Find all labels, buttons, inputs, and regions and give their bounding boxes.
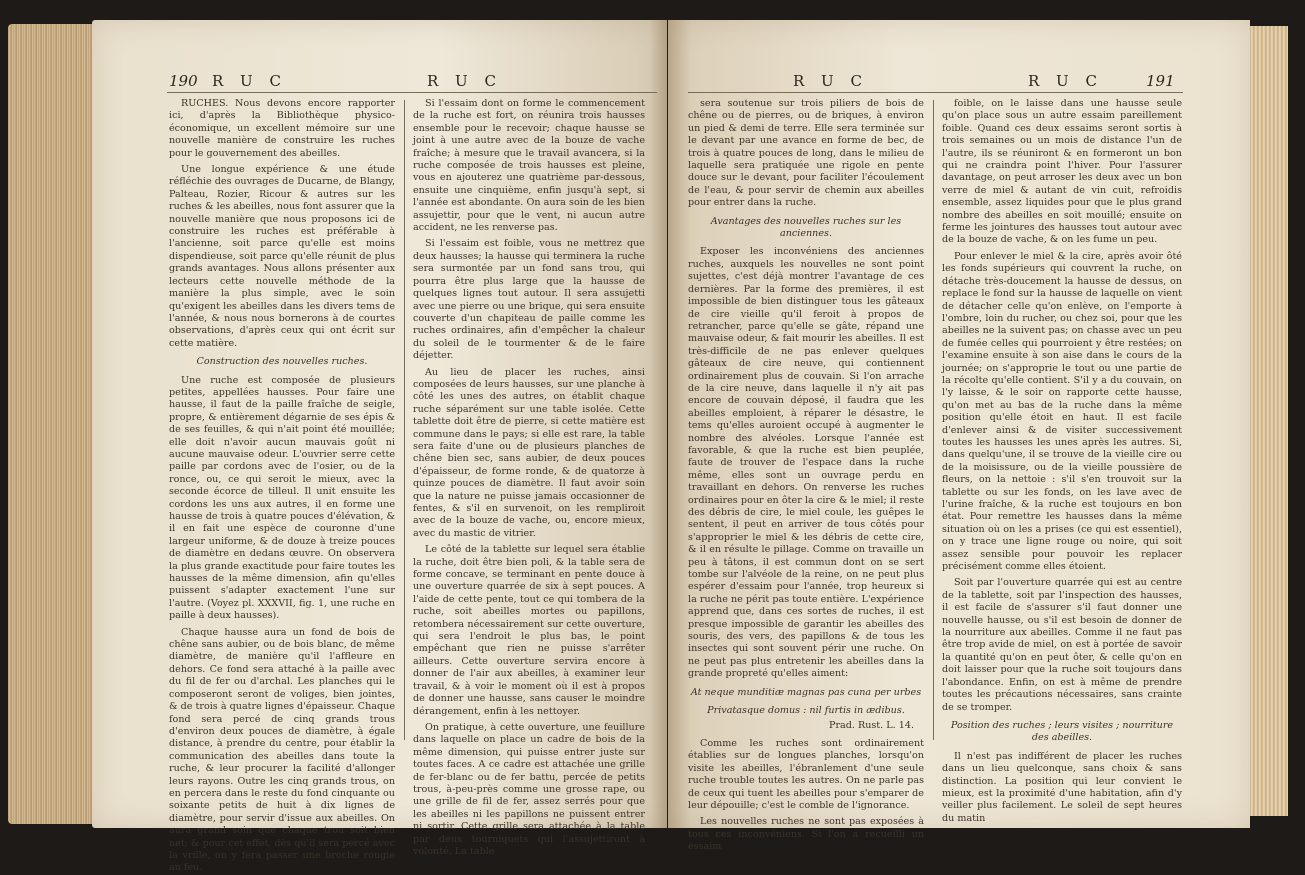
paragraph: Si l'essaim dont on forme le commencement de la ruche est fort, on réunira trois hausses ensemble pour le recevoir; chaque hausse se joint à une autre avec de la bouze de vache fraîche; à mesure que le travail avancera, si la ruche composée de trois hausses est pleine, vous en ajouterez une quatrième par-dessous, ensuite une cinquième, enfin jusqu'à sept, si l'année est abondante. On aura soin de les bien assujettir, pour que le vent, ni aucun autre accident, ne les renverse pas. <box>413 98 645 234</box>
latin-quote-line: Privatasque domus : nil furtis in ædibus. <box>707 705 905 717</box>
paragraph: Soit par l'ouverture quarrée qui est au centre de la tablette, soit par l'inspection des hausses, il est facile de s'assurer s'il faut donner une nouvelle hausse, ou s'il est besoin de donner de la nourriture aux abeilles. Comme il ne faut pas être trop avide de miel, on est à portée de savoir la quantité qu'on en peut ôter, & celle qu'on en doit laisser pour que la ruche soit toujours dans l'abondance. Enfin, on est à même de prendre toutes les précautions nécessaires, sans crainte de se tromper. <box>942 577 1182 713</box>
paragraph: Exposer les inconvéniens des anciennes ruches, auxquels les nouvelles ne sont point sujettes, c'est déjà montrer l'avantage de ces dernières. Par la forme des premières, il est impossible de bien distinguer tous les gâteaux de cire vieille qu'il feroit à propos de retrancher, parce qu'elle se gâte, répand une mauvaise odeur, & fait mourir les abeilles. Il est très-difficile de ne pas enlever quelques gâteaux de cire neuve, qui contiennent ordinairement plus de couvain. Si l'on arrache de la cire neuve, dans laquelle il n'y ait pas encore de couvain déposé, il faudra que les abeilles emploient, à réparer le désastre, le tems qu'elles auroient occupé à augmenter le nombre des alvéoles. Lorsque l'année est favorable, & que la ruche est bien peuplée, faute de trouver de l'espace dans la ruche même, elles sont un ouvrage perdu en travaillant en dehors. On renverse les ruches ordinaires pour en ôter la cire & le miel; il reste des débris de cire, le miel coule, les guêpes le sentent, il peut en arriver de tous côtés pour s'approprier le miel & les débris de cette cire, & il en résulte le pillage. Comme on travaille un peu à tâtons, il est commun dont on se sert tombe sur l'alvéole de la reine, on ne peut plus espérer d'essaim pour l'année, trop heureux si la ruche ne périt pas toute entière. L'expérience apprend que, dans ces sortes de ruches, il est presque impossible de garantir les abeilles des souris, des vers, des papillons & de tous les insectes qui sont souvent périr une ruche. On ne peut pas plus entretenir les abeilles dans la grande propreté qu'elles aiment: <box>688 246 924 680</box>
latin-quote-line: At neque munditiæ magnas pas cuna per urbes <box>690 686 922 698</box>
paragraph: RUCHES. Nous devons encore rapporter ici, d'après la Bibliothèque physico-économique, un excellent mémoire sur une nouvelle manière de construire les ruches pour le gouvernement des abeilles. <box>169 98 395 159</box>
running-head-center-left: R U C <box>427 72 502 90</box>
running-head-center-right: R U C <box>793 72 868 90</box>
paragraph: Une ruche est composée de plusieurs petites, appellées hausses. Pour faire une hausse, il faut de la paille fraîche de seigle, propre, & entièrement dégarnie de ses épis & de ses feuilles, & qui n'ait point été mouillée; elle doit n'avoir aucun mauvais goût ni aucune mauvaise odeur. L'ouvrier serre cette paille par cordons avec de l'osier, ou de la ronce, ou, ce qui seroit le mieux, avec la seconde écorce de tilleul. Il unit ensuite les cordons les uns aux autres, il en forme une hausse de trois à quatre pouces d'élévation, & il en fait une espèce de couronne d'une largeur uniforme, & de douze à treize pouces de diamètre en dedans œuvre. On observera la plus grande exactitude pour faire toutes les hausses de la même dimension, afin qu'elles puissent s'adapter exactement l'une sur l'autre. (Voyez pl. XXXVII, fig. 1, une ruche en paille à deux hausses). <box>169 374 395 622</box>
column-rule-left <box>404 100 405 740</box>
paragraph: Il n'est pas indifférent de placer les ruches dans un lieu quelconque, sans choix & sans distinction. La position qui leur convient le mieux, est la proximité d'une habitation, afin d'y veiller plus facilement. Le soleil de sept heures du matin <box>942 750 1182 824</box>
paragraph: Comme les ruches sont ordinairement établies sur de longues planches, lorsqu'on visite les abeilles, l'ébranlement d'une seule ruche trouble toutes les autres. On ne parle pas de ceux qui tuent les abeilles pour s'emparer de leur dépouille; c'est le comble de l'ignorance. <box>688 737 924 811</box>
book-edge-right <box>1248 26 1288 816</box>
right-page <box>668 20 1250 853</box>
quote-citation: Prad. Rust. L. 14. <box>828 719 914 731</box>
paragraph: Si l'essaim est foible, vous ne mettrez que deux hausses; la hausse qui terminera la ruche sera surmontée par un fond sans trou, qui pourra être plus large que la hausse de quelques lignes tout autour. Il sera assujetti avec une pierre ou une brique, qui sera ensuite couverte d'un chapiteau de paille comme les ruches ordinaires, afin d'empêcher la chaleur du soleil de le tourmenter & de le faire déjetter. <box>413 238 645 362</box>
section-subtitle: Position des ruches ; leurs visites ; nourriture des abeilles. <box>950 719 1174 744</box>
paragraph: Le côté de la tablette sur lequel sera établie la ruche, doit être bien poli, & la table sera de forme concave, se terminant en pente douce à une ouverture quarrée de six à sept pouces. A l'aide de cette pente, tout ce qui tombera de la ruche, soit abeilles mortes ou papillons, retombera nécessairement sur cette ouverture, qui sera l'endroit le plus bas, le point empêchant que rien ne puisse s'arrêter ailleurs. Cette ouverture servira encore à donner de l'air aux abeilles, à examiner leur travail, & à voir le moment où il est à propos de donner une hausse, sans causer le moindre dérangement, enfin à les nettoyer. <box>413 544 645 717</box>
header-rule-right <box>688 92 1183 93</box>
column-rule-right <box>933 100 934 740</box>
book-edge-left <box>8 24 98 824</box>
paragraph: Pour enlever le miel & la cire, après avoir ôté les fonds supérieurs qui couvrent la ruche, on détache très-doucement la hausse de dessus, on replace le fond sur la hausse de laquelle on vient de détacher celle qu'on enlève, on l'emporte à l'ombre, loin du rucher, ou chez soi, pour que les abeilles ne la suivent pas; on chasse avec un peu de fumée celles qui pourroient y être restées; on l'examine ensuite à son aise dans le cours de la journée; on s'approprie le tout ou une partie de la récolte qu'elle contient. S'il y a du couvain, on l'y laisse, & le soir on rapporte cette hausse, qu'on met au bas de la ruche dans la même position qu'elle étoit en haut. Il est facile d'enlever ainsi & de visiter successivement toutes les hausses les unes après les autres. Si, dans quelqu'une, il se trouve de la vieille cire ou de la moisissure, ou de la vieille poussière de fleurs, on la nettoie : s'il s'en trouvoit sur la tablette ou sur les fonds, on les lave avec de l'urine fraîche, & la ruche est toujours en bon état. Pour remettre les hausses dans la même situation où on les a prises (ce qui est essentiel), on y trace une ligne rouge ou noire, qui soit assez sensible pour pouvoir les replacer précisément comme elles étoient. <box>942 250 1182 573</box>
right-page-column-1 <box>688 98 924 853</box>
paragraph: On pratique, à cette ouverture, une feuillure dans laquelle on place un cadre de bois de la même dimension, qui puisse entrer juste sur toutes faces. A ce cadre est attachée une grille de fer-blanc ou de fer battu, percée de petits trous, à-peu-près comme une grosse rape, ou une grille de fil de fer, assez serrés pour que les abeilles ni les papillons ne puissent entrer ni sortir. Cette grille sera attachée à la table par deux tourniquets qui l'assujettiront à volonté. La table <box>413 721 645 857</box>
paragraph: sera soutenue sur trois piliers de bois de chêne ou de pierres, ou de briques, à environ un pied & demi de terre. Elle sera terminée sur le devant par une avance en forme de bec, de trois à quatre pouces de long, dans le milieu de laquelle sera pratiquée une rigole en pente douce sur le devant, pour faciliter l'écoulement de l'eau, & pour servir de chemin aux abeilles pour entrer dans la ruche. <box>688 98 924 209</box>
left-page-column-2 <box>413 98 645 857</box>
running-head-right: R U C <box>1028 72 1103 90</box>
section-subtitle: Construction des nouvelles ruches. <box>196 356 368 368</box>
page-number-left: 190 <box>169 72 198 90</box>
right-page-column-2 <box>942 98 1182 824</box>
paragraph: Les nouvelles ruches ne sont pas exposées à tous ces inconvéniens. Si l'on a recueilli un essaim <box>688 816 924 853</box>
header-rule-left <box>167 92 657 93</box>
left-page-column-1 <box>169 98 395 874</box>
running-head-left: R U C <box>212 72 287 90</box>
paragraph: foible, on le laisse dans une hausse seule qu'on place sous un autre essaim pareillement foible. Quand ces deux essaims seront sortis à trois semaines ou un mois de distance l'un de l'autre, ils se réuniront & en formeront un bon qui ne craindra point l'hiver. Pour l'assurer davantage, on peut arroser les deux avec un bon verre de miel & autant de vin cuit, refroidis ensemble, assez liquides pour que le plus grand nombre des abeilles en soit mouillé; ensuite on ferme les jointures des hausses tout autour avec de la bouze de vache, & on les fume un peu. <box>942 98 1182 246</box>
page-number-right: 191 <box>1146 72 1175 90</box>
section-subtitle: Avantages des nouvelles ruches sur les anciennes. <box>710 215 902 240</box>
left-page <box>92 20 667 874</box>
paragraph: Chaque hausse aura un fond de bois de chêne sans aubier, ou de bois blanc, de même diamètre, de manière qu'il l'affleure en dehors. Ce fond sera attaché à la paille avec du fil de fer ou d'archal. Les planches qui le composeront seront de voliges, bien jointes, & de trois à quatre lignes d'épaisseur. Chaque fond sera percé de cinq grands trous d'environ deux pouces de diamètre, à égale distance, à prendre du centre, pour établir la communication des abeilles dans toute la ruche, & leur procurer la facilité d'allonger leurs rayons. Outre les cinq grands trous, on en percera dans le reste du fond cinquante ou soixante petits de huit à dix lignes de diamètre, pour servir d'issue aux abeilles. On aura grand soin que chaque trou soit bien net; & pour cet effet, dès qu'il sera percé avec la vrille, on y fera passer une broche rougie au feu. <box>169 626 395 874</box>
paragraph: Une longue expérience & une étude réfléchie des ouvrages de Ducarne, de Blangy, Palteau, Rozier, Ricour & autres sur les ruches & les abeilles, nous font assurer que la nouvelle manière que nous proposons ici de construire les ruches est préférable à l'ancienne, soit parce qu'elle est moins dispendieuse, soit parce qu'elle réunit de plus grands avantages. Nous allons présenter aux lecteurs cette nouvelle méthode de la manière la plus simple, avec le soin qu'exigent les abeilles dans les divers tems de l'année, & nous nous bornerons à de courtes observations, d'après ceux qui ont écrit sur cette matière. <box>169 164 395 349</box>
paragraph: Au lieu de placer les ruches, ainsi composées de leurs hausses, sur une planche à côté les unes des autres, on établit chaque ruche séparément sur une table isolée. Cette tablette doit être de pierre, si cette matière est commune dans le pays; si elle est rare, la table sera faite d'une ou de plusieurs planches de chêne bien sec, sans aubier, de deux pouces d'épaisseur, de forme ronde, & de quatorze à quinze pouces de diamètre. Il faut avoir soin que la nature ne puisse jamais occasionner de fentes, & s'il en survenoit, on les rempliroit avec de la bouze de vache, ou, encore mieux, avec du mastic de vitrier. <box>413 366 645 539</box>
